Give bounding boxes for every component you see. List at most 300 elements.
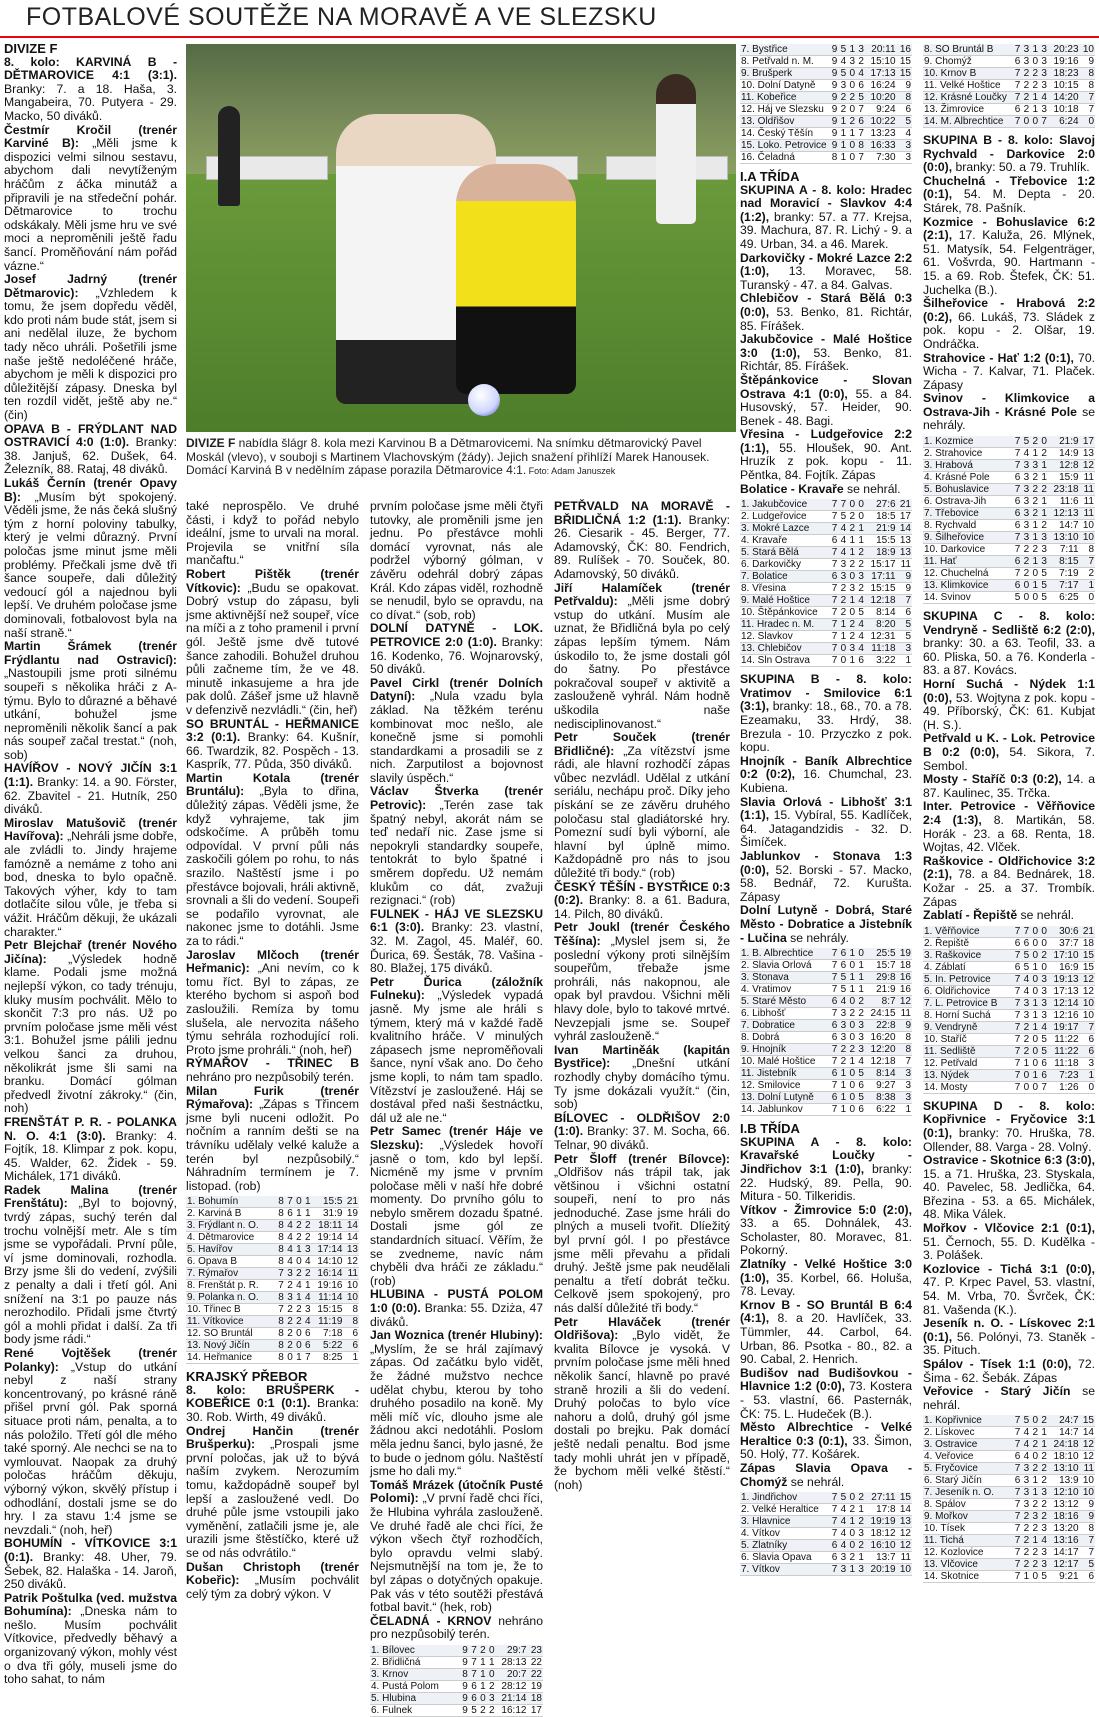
stat-cell: 10 [1080, 1009, 1095, 1021]
stat-cell: 2 [1030, 544, 1039, 556]
article-paragraph [923, 855, 1095, 909]
stat-cell: 6 [856, 80, 865, 92]
stat-cell: 2 [1030, 508, 1039, 520]
stat-cell: 14:9 [1048, 448, 1080, 460]
stat-cell: 17 [897, 511, 912, 523]
stat-cell: 2 [838, 1056, 847, 1068]
stat-cell: 7 [829, 643, 838, 655]
stat-cell: 14 [343, 1220, 359, 1232]
paragraph-text: „Nehráli jsme dobře, ale zvládli to. Jindy hrajeme famózně a nemáme z toho ani bod, dneska to bylo opačně. Takových výher, kdy to tam dotlačíte silou vůle, je třeba si vážit. Hráčům děkuji, že ukázali charakter.“ [4, 829, 177, 939]
stat-cell: 7 [829, 1564, 838, 1576]
stat-cell: 7 [829, 1492, 838, 1504]
stat-cell: 2 [294, 1232, 303, 1244]
stat-cell: 6 [1012, 472, 1021, 484]
stat-cell: 4 [856, 619, 865, 631]
stat-cell: 6 [469, 1680, 478, 1692]
paragraph-text: „Zápas s Třincem jsme byli nuceni odložit. Po nočním a ranním dešti se na trávníku udělaly velké kaluže a terén byl nezpůsobilý.“ Náhradním termínem je 7. listopad. (rob) [186, 1097, 359, 1193]
team-name-cell: 6. Slavia Opava [740, 1552, 829, 1564]
stat-cell: 10:15 [1048, 80, 1080, 92]
paragraph-lead: Martin Šrámek (trenér Frýdlantu nad Ostravicí): [4, 639, 177, 667]
stat-cell: 6 [1012, 56, 1021, 68]
article-paragraph [554, 731, 730, 881]
team-name-cell: 1. Kopřivnice [923, 1415, 1012, 1427]
stat-cell: 6 [856, 1080, 865, 1092]
article-paragraph [554, 500, 730, 582]
table-row [923, 508, 1095, 520]
stat-cell: 3 [847, 643, 856, 655]
stat-cell: 2 [856, 996, 865, 1008]
paragraph-lead: Milan Furik (trenér Rýmařova): [186, 1083, 359, 1112]
stat-cell: 8:7 [865, 996, 897, 1008]
stat-cell: 3 [838, 80, 847, 92]
stat-cell: 0 [294, 1328, 303, 1340]
stat-cell: 13:10 [1048, 532, 1080, 544]
stat-cell: 1:26 [1048, 1081, 1080, 1093]
table-row [740, 631, 912, 643]
paragraph-lead: Jaroslav Mlčoch (trenér Heřmanic): [186, 947, 359, 976]
stat-cell: 3 [856, 44, 865, 56]
stat-cell: 7 [1012, 484, 1021, 496]
stat-cell: 2 [294, 1304, 303, 1316]
stat-cell: 7 [829, 1104, 838, 1116]
team-name-cell: 11. Hať [923, 556, 1012, 568]
team-name-cell: 9. Mořkov [923, 1511, 1012, 1523]
stat-cell: 1 [1030, 92, 1039, 104]
stat-cell: 0 [1039, 937, 1048, 949]
stat-cell: 0 [285, 1352, 294, 1364]
stat-cell: 10:20 [865, 92, 897, 104]
article-paragraph [923, 909, 1095, 923]
stat-cell: 0 [1030, 937, 1039, 949]
team-name-cell: 6. Starý Jičín [923, 1475, 1012, 1487]
article-paragraph [186, 718, 359, 772]
paragraph-text: 70. Wicha - 7. Kalvar, 71. Plaček. Zápasy [923, 350, 1095, 392]
team-name-cell: 5. Zlatníky [740, 1540, 829, 1552]
article-paragraph [923, 1222, 1095, 1263]
article-paragraph [740, 904, 912, 945]
team-name-cell: 9. Chomýž [923, 56, 1012, 68]
stat-cell: 24:7 [1048, 1415, 1080, 1427]
stat-cell: 7 [829, 583, 838, 595]
stat-cell: 6:22 [865, 1104, 897, 1116]
stat-cell: 3 [1030, 1511, 1039, 1523]
table-row [923, 926, 1095, 938]
paragraph-text: Branky: 16. Kodenko, 76. Wojnarovský, 50 diváků. [370, 634, 543, 677]
stat-cell: 9 [897, 1020, 912, 1032]
paragraph-text: 72. Šima - 62. Šebák. Zápas [923, 1357, 1095, 1385]
stat-cell: 7 [1012, 973, 1021, 985]
paragraph-text: Branky: 48. Uher, 79. Šebek, 82. Halaška - 14. Jaroň, 250 diváků. [4, 1549, 177, 1592]
stat-cell: 4 [303, 1256, 312, 1268]
stat-cell: 2 [285, 1328, 294, 1340]
article-paragraph [4, 1184, 177, 1347]
table-row [740, 92, 912, 104]
table-row [186, 1352, 359, 1364]
team-name-cell: 1. B. Albrechtice [740, 948, 829, 960]
standings-table [186, 1196, 359, 1364]
stat-cell: 7:19 [1048, 568, 1080, 580]
stat-cell: 16:9 [1048, 961, 1080, 973]
team-name-cell: 1. Bílovec [370, 1645, 460, 1657]
team-name-cell: 10. Dolní Datyně [740, 80, 829, 92]
section-heading: I.B TŘÍDA [740, 1121, 800, 1137]
team-name-cell: 5. In. Petrovice [923, 973, 1012, 985]
stat-cell: 3:22 [865, 655, 897, 667]
table-row [740, 1044, 912, 1056]
table-row [923, 68, 1095, 80]
stat-cell: 2 [1039, 1499, 1048, 1511]
article-paragraph [4, 477, 177, 640]
table-row [740, 68, 912, 80]
stat-cell: 9 [829, 116, 838, 128]
paragraph-lead: Svinov - Klimkovice a Ostrava-Jih - Krásné Pole [923, 391, 1095, 419]
stat-cell: 0 [847, 140, 856, 152]
stat-cell: 6 [829, 535, 838, 547]
article-paragraph [923, 1154, 1095, 1222]
stat-cell: 11:14 [312, 1292, 344, 1304]
paragraph-lead: Radek Malina (trenér Frenštátu): [4, 1182, 177, 1211]
stat-cell: 3 [1021, 997, 1030, 1009]
article-paragraph [740, 1367, 912, 1421]
stat-cell: 7 [1080, 1535, 1095, 1547]
stat-cell: 7 [829, 499, 838, 511]
stat-cell: 2 [1030, 484, 1039, 496]
stat-cell: 6 [1012, 508, 1021, 520]
stat-cell: 7 [829, 631, 838, 643]
1b-skupina-c-table [923, 926, 1095, 1094]
stat-cell: 1 [856, 1552, 865, 1564]
table-row [740, 948, 912, 960]
table-row [740, 619, 912, 631]
table-row [923, 1415, 1095, 1427]
article-paragraph [923, 800, 1095, 854]
table-row [740, 116, 912, 128]
paragraph-text: 16. Chumchal, 23. Kubiena. [740, 767, 912, 795]
stat-cell: 0 [1021, 580, 1030, 592]
caption-credit: Foto: Adam Januszek [526, 466, 616, 476]
stat-cell: 12 [897, 1528, 912, 1540]
table-row [740, 499, 912, 511]
stat-cell: 0 [1030, 1045, 1039, 1057]
paragraph-text: „Nula vzadu byla základ. Na těžkém terénu kombinovat moc nešlo, ale konečně jsme si pomohli standardkami a prosadili se z nich. Zarputilost a bojovnost slavily úspěch.“ [370, 689, 543, 785]
stat-cell: 5 [1021, 1415, 1030, 1427]
stat-cell: 8:20 [865, 619, 897, 631]
stat-cell: 12 [343, 1256, 359, 1268]
article-paragraph [740, 1299, 912, 1367]
team-name-cell: 8. Spálov [923, 1499, 1012, 1511]
stat-cell: 1 [838, 1068, 847, 1080]
article-paragraph [4, 1537, 177, 1591]
stat-cell: 3 [1021, 44, 1030, 56]
1b-skupina-a-table-part1 [740, 1492, 912, 1576]
table-row [923, 532, 1095, 544]
stat-cell: 19:16 [1048, 56, 1080, 68]
stat-cell: 5 [838, 1492, 847, 1504]
stat-cell: 1 [1030, 1069, 1039, 1081]
team-name-cell: 2. Řepiště [923, 937, 1012, 949]
stat-cell: 7 [1012, 1081, 1021, 1093]
article-paragraph [370, 976, 543, 1126]
stat-cell: 2 [1021, 1511, 1030, 1523]
table-row [740, 1492, 912, 1504]
stat-cell: 4 [838, 547, 847, 559]
team-name-cell: 8. Petřvald n. M. [740, 56, 829, 68]
stat-cell: 0 [487, 1645, 496, 1657]
article-paragraph [370, 1329, 543, 1479]
stat-cell: 2 [847, 1552, 856, 1564]
stat-cell: 1 [847, 984, 856, 996]
team-name-cell: 14. Český Těšín [740, 128, 829, 140]
stat-cell: 5 [1039, 1571, 1048, 1583]
stat-cell: 13:7 [865, 1552, 897, 1564]
article-paragraph [740, 374, 912, 428]
stat-cell: 6 [1021, 937, 1030, 949]
standings-table [370, 1645, 543, 1717]
stat-cell: 5 [1039, 1033, 1048, 1045]
article-paragraph [370, 500, 543, 622]
stat-cell: 18:16 [1048, 1511, 1080, 1523]
stat-cell: 0 [847, 996, 856, 1008]
stat-cell: 14 [343, 1232, 359, 1244]
paragraph-lead: Veřovice - Starý Jičín [923, 1384, 1071, 1399]
stat-cell: 11:18 [865, 643, 897, 655]
table-row [923, 1033, 1095, 1045]
stat-cell: 16:20 [865, 1032, 897, 1044]
stat-cell: 5 [897, 619, 912, 631]
stat-cell: 9 [829, 128, 838, 140]
stat-cell: 4 [897, 128, 912, 140]
table-row [370, 1680, 543, 1692]
stat-cell: 3 [1039, 68, 1048, 80]
team-name-cell: 5. Havířov [186, 1244, 276, 1256]
stat-cell: 13:9 [1048, 1475, 1080, 1487]
stat-cell: 4 [285, 1244, 294, 1256]
team-name-cell: 4. Vratimov [740, 984, 829, 996]
stat-cell: 7 [1012, 1439, 1021, 1451]
stat-cell: 1 [1021, 1571, 1030, 1583]
article-paragraph [740, 1462, 912, 1489]
paragraph-text: 33. Šimon, 50. Holý, 77. Košárek. [740, 1433, 912, 1462]
article-paragraph [4, 1592, 177, 1687]
stat-cell: 7 [829, 1008, 838, 1020]
stat-cell: 2 [1021, 1547, 1030, 1559]
stat-cell: 1 [897, 1104, 912, 1116]
stat-cell: 2 [847, 559, 856, 571]
article-paragraph [554, 1112, 730, 1153]
stat-cell: 10 [1080, 520, 1095, 532]
paragraph-text: „Měli jsme k dispozici velmi silnou sestavu, abychom dali nevytíženým hráčům z áčka minutáž a připravili je na středeční pohár. Dětmarovice to trochu odskákaly. Měli jsme hru ve své moci a neproměnili ještě řadu šancí. Proměňování nám pořád vázne.“ [4, 136, 178, 273]
stat-cell: 7 [1012, 1535, 1021, 1547]
team-name-cell: 14. Mosty [923, 1081, 1012, 1093]
stat-cell: 10 [1080, 1475, 1095, 1487]
table-row [740, 104, 912, 116]
article-paragraph [923, 1358, 1095, 1385]
stat-cell: 1 [897, 655, 912, 667]
stat-cell: 17:13 [865, 68, 897, 80]
table-row [923, 1427, 1095, 1439]
stat-cell: 1 [294, 1244, 303, 1256]
stat-cell: 2 [285, 1304, 294, 1316]
stat-cell: 2 [838, 104, 847, 116]
team-name-cell: 5. Staré Město [740, 996, 829, 1008]
stat-cell: 2 [1030, 1559, 1039, 1571]
table-row [740, 607, 912, 619]
stat-cell: 18 [527, 1692, 543, 1704]
stat-cell: 7 [1012, 997, 1021, 1009]
paragraph-lead: Jablunkov - Stonava 1:3 (0:0), [740, 848, 912, 877]
team-name-cell: 10. Krnov B [923, 68, 1012, 80]
stat-cell: 12:13 [1048, 508, 1080, 520]
stat-cell: 7 [1012, 544, 1021, 556]
header-rule [0, 36, 1099, 38]
stat-cell: 2 [487, 1680, 496, 1692]
article-paragraph [4, 762, 177, 816]
stat-cell: 7 [1012, 1009, 1021, 1021]
paragraph-text: „Nastoupili jsme proti silnému soupeři s několika hráči z A-týmu. Bylo to důrazné a běhavé utkání, bohužel jsme neproměnili několik šancí a pak nás soupeř začal trestat.“ (noh, sob) [4, 666, 177, 762]
stat-cell: 9 [829, 44, 838, 56]
stat-cell: 4 [1021, 1439, 1030, 1451]
stat-cell: 9 [460, 1692, 469, 1704]
stat-cell: 3 [897, 1080, 912, 1092]
stat-cell: 1 [856, 523, 865, 535]
article-paragraph [740, 796, 912, 850]
section-heading: KRAJSKÝ PŘEBOR [186, 1369, 308, 1385]
table-row [186, 1220, 359, 1232]
table-row [740, 1008, 912, 1020]
stat-cell: 2 [1030, 80, 1039, 92]
article-paragraph [186, 949, 359, 1058]
stat-cell: 2 [1021, 1523, 1030, 1535]
paragraph-text: se nehrály. [786, 930, 849, 945]
table-row [923, 44, 1095, 56]
stat-cell: 7 [856, 104, 865, 116]
article-paragraph [554, 921, 730, 1043]
stat-cell: 11 [1080, 496, 1095, 508]
paragraph-lead: Robert Pištěk (trenér Vítkovic): [186, 566, 359, 595]
team-name-cell: 11. Vítkovice [186, 1316, 276, 1328]
stat-cell: 2 [1021, 1535, 1030, 1547]
stat-cell: 3 [1021, 472, 1030, 484]
standings-table [923, 926, 1095, 1094]
stat-cell: 3 [1039, 997, 1048, 1009]
paragraph-lead: RÝMAŘOV - TŘINEC B [186, 1056, 359, 1071]
stat-cell: 3 [856, 571, 865, 583]
table-row [923, 80, 1095, 92]
stat-cell: 5 [1080, 1559, 1095, 1571]
table-row [740, 559, 912, 571]
table-row [923, 1475, 1095, 1487]
stat-cell: 18:12 [865, 1528, 897, 1540]
article-paragraph [923, 297, 1095, 351]
stat-cell: 3 [285, 1268, 294, 1280]
stat-cell: 1 [1080, 1069, 1095, 1081]
table-row [740, 128, 912, 140]
paragraph-text: prvním poločase jsme měli čtyři tutovky, ale proměnili jsme jen jednu. Po přestávce mohli domácí vyrovnat, nás ale podržel výborný gólman, v závěru odehrál dobrý zápas Král. Kdo zápas viděl, rozhodně se nenudil, bylo se opravdu, na co dívat.“ (sob, rob) [370, 499, 543, 622]
stat-cell: 12:16 [1048, 1009, 1080, 1021]
table-row [923, 1499, 1095, 1511]
stat-cell: 7 [276, 1304, 285, 1316]
stat-cell: 11 [1080, 472, 1095, 484]
stat-cell: 7 [1012, 1547, 1021, 1559]
table-row [923, 1463, 1095, 1475]
stat-cell: 3 [1021, 460, 1030, 472]
table-row [740, 56, 912, 68]
paragraph-lead: Petr Hlaváček (trenér Oldřišova): [554, 1314, 730, 1343]
paragraph-lead: BÍLOVEC - OLDŘIŠOV 2:0 (1:0). [554, 1110, 730, 1139]
caption-text: nabídla šlágr 8. kola mezi Karvinou B a Dětmarovicemi. Na snímku dětmarovický Pavel Moskál (vlevo), v souboji s Martinem Vlachovským (žády). Jejich snažení přihlíží Marek Hanousek. Domácí Karviná B v nedělním zápase porazila Dětmarovice 4:1. [186, 436, 710, 477]
team-name-cell: 6. Fulnek [370, 1704, 460, 1716]
paragraph-text: branky: 70. Hruška, 78. Ollender, 88. Varga - 28. Volný. [923, 1125, 1095, 1154]
team-name-cell: 8. Horní Suchá [923, 1009, 1012, 1021]
stat-cell: 5 [1039, 1045, 1048, 1057]
table-row [923, 116, 1095, 128]
table-row [923, 1451, 1095, 1463]
paragraph-lead: Čestmír Kročil (trenér Karviné B): [4, 122, 177, 151]
stat-cell: 15:15 [312, 1304, 344, 1316]
stat-cell: 7 [1012, 436, 1021, 448]
stat-cell: 1 [847, 1564, 856, 1576]
team-name-cell: 7. Vítkov [740, 1564, 829, 1576]
stat-cell: 6 [897, 607, 912, 619]
stat-cell: 10:18 [1048, 104, 1080, 116]
team-name-cell: 4. Veřovice [923, 1451, 1012, 1463]
stat-cell: 3 [1039, 1559, 1048, 1571]
table-row [923, 937, 1095, 949]
stat-cell: 5 [856, 1092, 865, 1104]
stat-cell: 7 [856, 128, 865, 140]
stat-cell: 11 [897, 559, 912, 571]
stat-cell: 9:21 [1048, 1571, 1080, 1583]
stat-cell: 8 [1080, 80, 1095, 92]
stat-cell: 3 [856, 1044, 865, 1056]
stat-cell: 17 [1080, 436, 1095, 448]
stat-cell: 0 [847, 960, 856, 972]
stat-cell: 1 [1030, 1535, 1039, 1547]
stat-cell: 3 [1021, 56, 1030, 68]
stat-cell: 6 [1080, 1045, 1095, 1057]
article-paragraph [923, 678, 1095, 732]
stat-cell: 0 [856, 499, 865, 511]
paragraph-text: se nehrály. [923, 404, 1095, 433]
stat-cell: 15 [897, 56, 912, 68]
stat-cell: 21:14 [496, 1692, 528, 1704]
stat-cell: 4 [285, 1256, 294, 1268]
stat-cell: 10 [343, 1280, 359, 1292]
stat-cell: 15 [897, 1492, 912, 1504]
paragraph-text: „Budu se opakovat. Dobrý vstup do zápasu, byli jsme aktivnější než soupeř, více na míči a z toho pramenil i první gól. Ještě jsme dvě tutové šance zahodili. Bohužel druhou půli začneme tím, že ve 48. minutě inkasujeme a hra jde pak dolů. Zášeř jsme už hlavně v defenzivě nezvládli.“ (čin, heř) [186, 580, 359, 717]
article-paragraph [923, 610, 1095, 678]
stat-cell: 21:9 [1048, 436, 1080, 448]
stat-cell: 3 [1039, 56, 1048, 68]
stat-cell: 0 [1030, 949, 1039, 961]
stat-cell: 17 [527, 1704, 543, 1716]
stat-cell: 7:11 [1048, 544, 1080, 556]
stat-cell: 8 [897, 92, 912, 104]
team-name-cell: 1. Bohumín [186, 1196, 276, 1208]
stat-cell: 6 [856, 655, 865, 667]
stat-cell: 2 [1030, 1523, 1039, 1535]
stat-cell: 12:18 [865, 1056, 897, 1068]
stat-cell: 2 [1021, 104, 1030, 116]
stat-cell: 2 [303, 1220, 312, 1232]
stat-cell: 19:13 [1048, 973, 1080, 985]
stat-cell: 6 [829, 1540, 838, 1552]
article-paragraph [923, 392, 1095, 433]
stat-cell: 0 [1039, 436, 1048, 448]
article-paragraph [740, 333, 912, 374]
stat-cell: 2 [1021, 568, 1030, 580]
stat-cell: 0 [1030, 1571, 1039, 1583]
